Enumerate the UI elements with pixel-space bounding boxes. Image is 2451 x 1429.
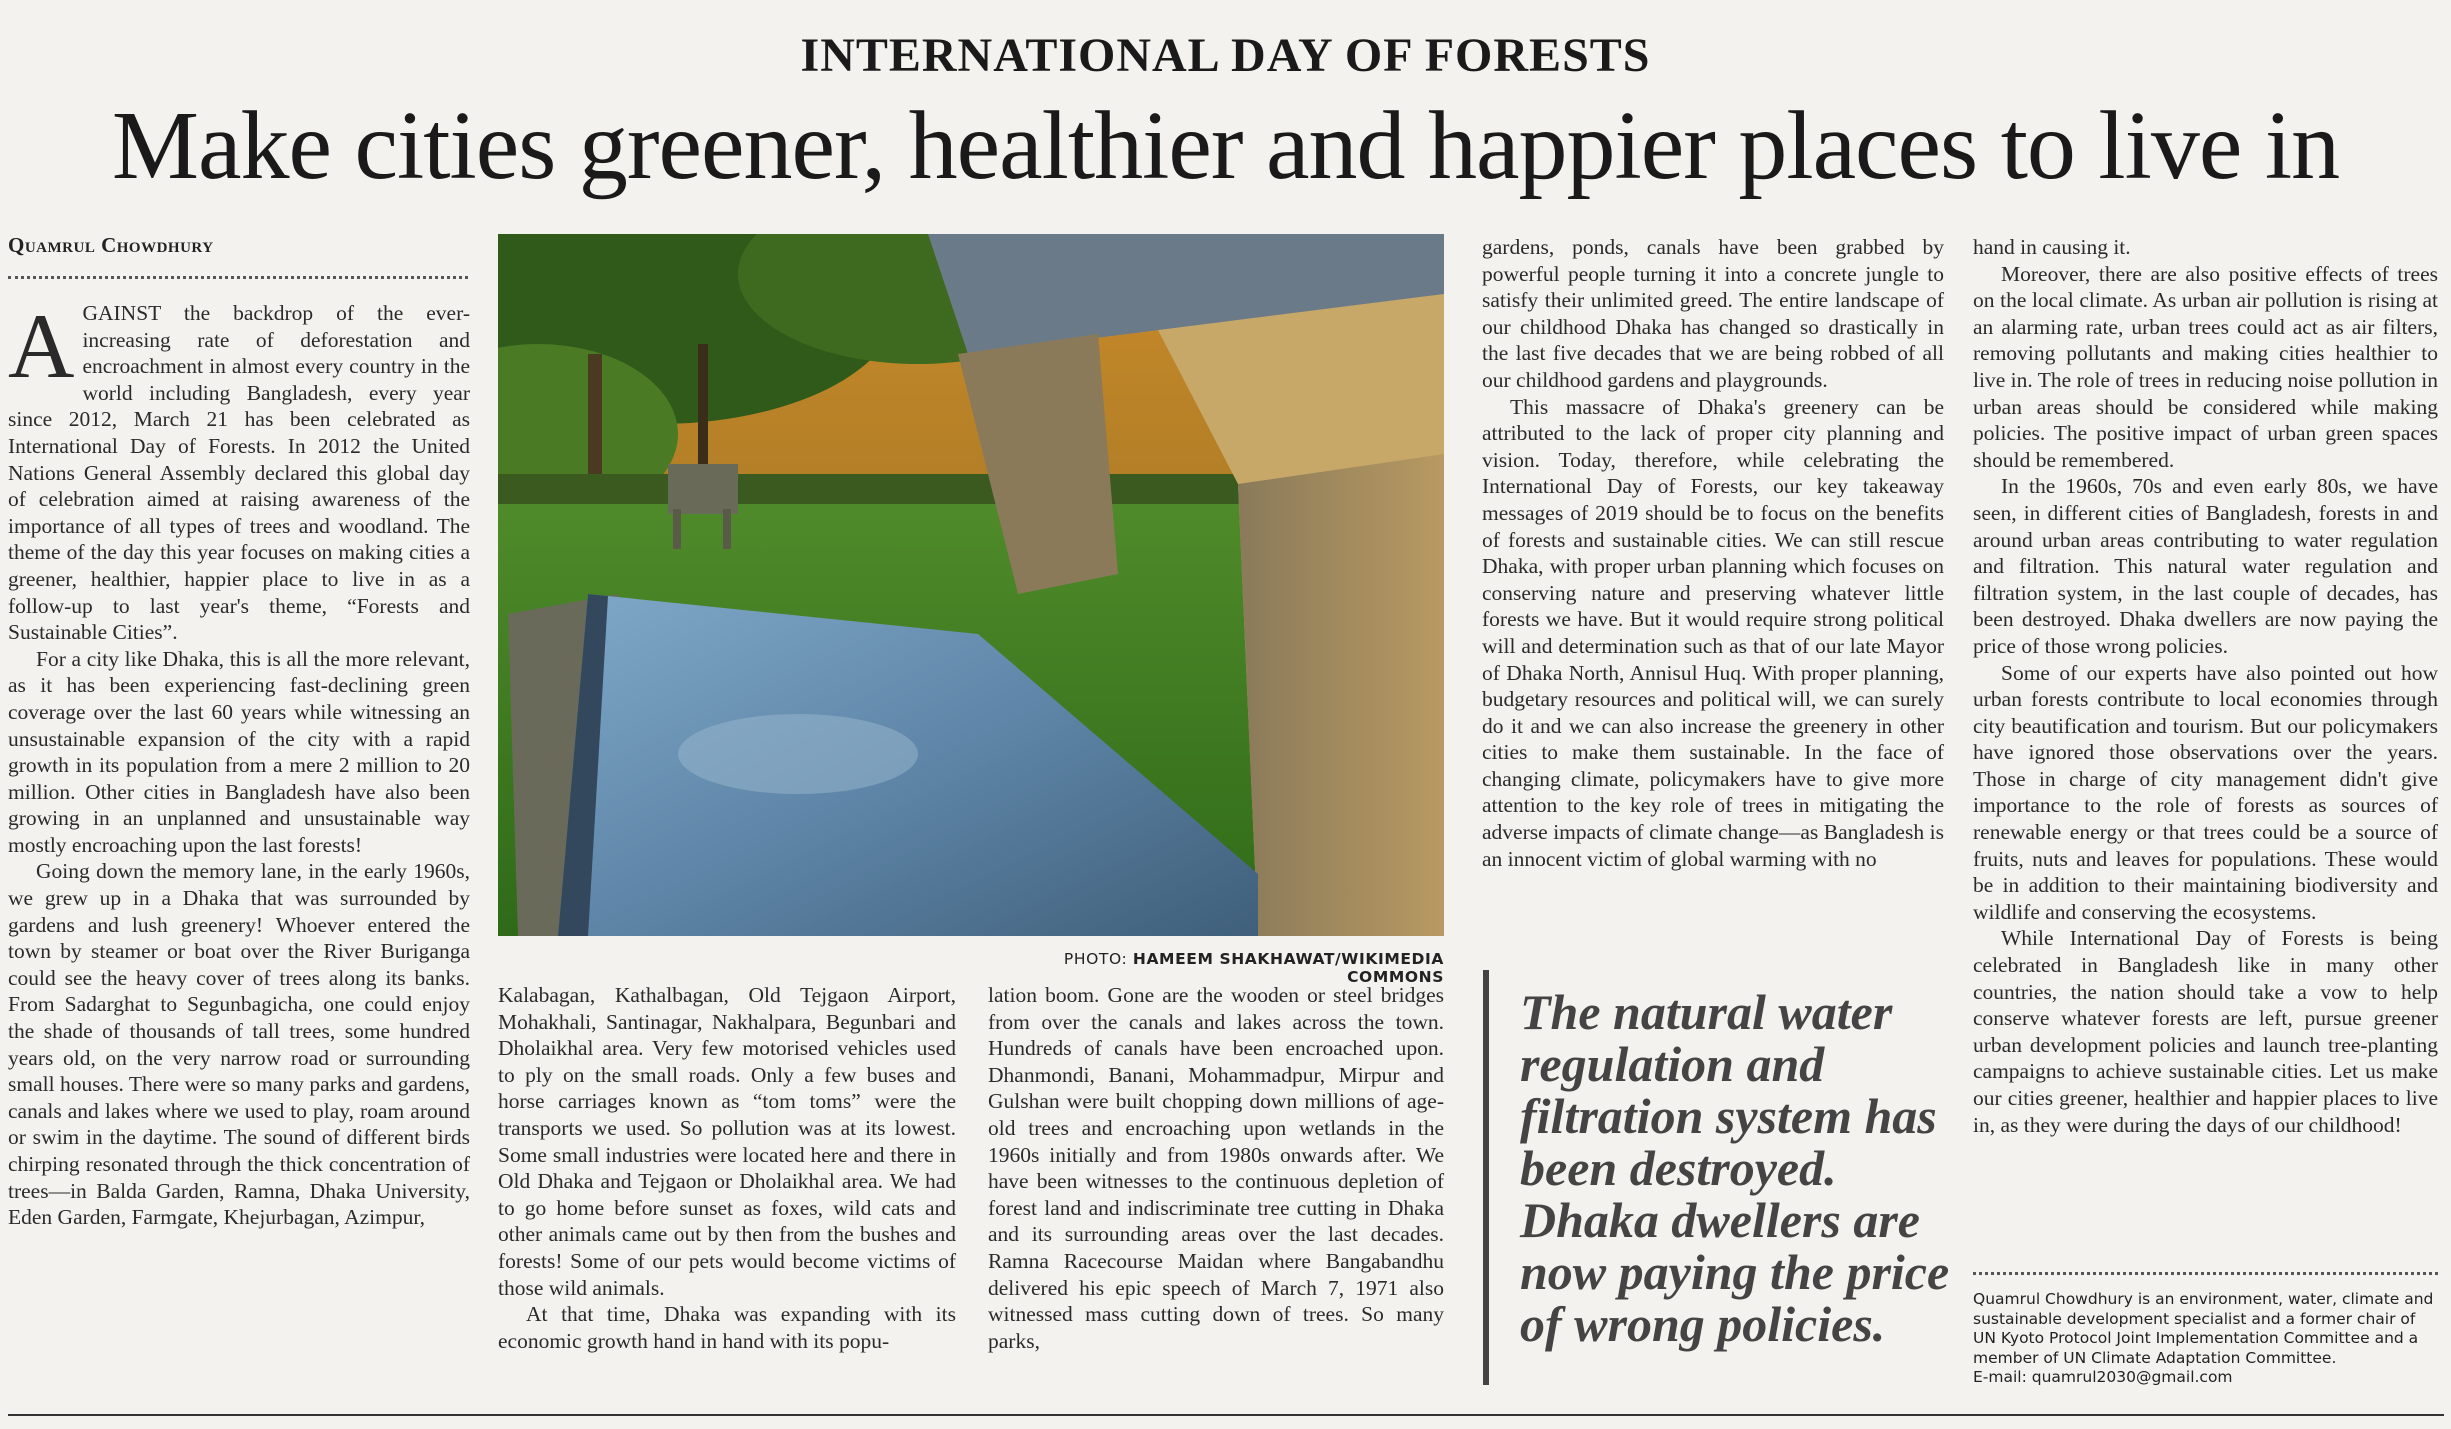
paragraph: Kalabagan, Kathalbagan, Old Tejgaon Airport, Mohakhali, Santinagar, Nakhalpara, Begunbari and Dholaikhal area. Very few motorised vehicles used to ply on the small roads. Only a few buses and horse carriages known as “tom toms” were the transports we used. So pollution was at its lowest. Some small industries were located here and there in Old Dhaka and Tejgaon or Dholaikhal area. We had to go home before sunset as foxes, wild cats and other animals came out by then from the bushes and forests! Some of our pets would become victims of those wild animals. xyxy=(498,983,956,1300)
paragraph: For a city like Dhaka, this is all the more relevant, as it has been experiencing fast-declining green coverage over the last 60 years while witnessing an unsustainable expansion of the city with a rapid growth in its population from a mere 2 million to 20 million. Other cities in Bangladesh have also been growing in an unplanned and unsustainable way mostly encroaching upon the last forests! xyxy=(8,646,470,857)
bio-divider xyxy=(1973,1272,2438,1275)
pullquote: The natural water regulation and filtration system has been destroyed. Dhaka dwellers are now paying the price of wrong policies. xyxy=(1520,984,1950,1352)
pullquote-bar xyxy=(1483,970,1489,1385)
column-5 xyxy=(1973,234,2438,1138)
paragraph: This massacre of Dhaka's greenery can be attributed to the lack of proper city planning and vision. Today, therefore, while celebrating the International Day of Forests, our key takeaway messages of 2019 should be to focus on the benefits of forests and sustainable cities. We can still rescue Dhaka, with proper urban planning which focuses on conserving nature and preserving whatever little forests we have. But it would require strong political will and determination such as that of our late Mayor of Dhaka North, Annisul Huq. With proper planning, budgetary resources and political will, we can surely do it and we can also increase the greenery in other cities to make them sustainable. In the face of changing climate, policymakers have to give more attention to the key role of trees in mitigating the adverse impacts of climate change—as Bangladesh is an innocent victim of global warming with no xyxy=(1482,394,1944,871)
paragraph: At that time, Dhaka was expanding with its economic growth hand in hand with its popu- xyxy=(498,1302,956,1353)
credit-name: HAMEEM SHAKHAWAT/WIKIMEDIA COMMONS xyxy=(1132,950,1444,986)
column-4 xyxy=(1482,234,1944,872)
paragraph: Going down the memory lane, in the early 1960s, we grew up in a Dhaka that was surrounded by gardens and lush greenery! Whoever entered the town by steamer or boat over the River Buriganga could see the heavy cover of trees along its banks. From Sadarghat to Segunbagicha, one could enjoy the shade of thousands of tall trees, some hundred years old, on the very narrow road or surrounding small houses. There were so many parks and gardens, canals and lakes where we used to play, roam around or swim in the daytime. The sound of different birds chirping resonated through the thick concentration of trees—in Balda Garden, Ramna, Dhaka University, Eden Garden, Farmgate, Khejurbagan, Azimpur, xyxy=(8,859,470,1230)
headline: Make cities greener, healthier and happier places to live in xyxy=(111,92,2340,200)
park-bench-photo xyxy=(498,234,1444,936)
paragraph-text: GAINST the backdrop of the ever-increasing rate of deforestation and encroachment in almost every country in the world including Bangladesh, every year since 2012, March 21 has been celebrated as International Day of Forests. In 2012 the United Nations General Assembly declared this global day of celebration aimed at raising awareness of the importance of all types of trees and woodland. The theme of the day this year focuses on making cities a greener, healthier, happier place to live in as a follow-up to last year's theme, “Forests and Sustainable Cities”. xyxy=(8,301,470,645)
paragraph: hand in causing it. xyxy=(1973,235,2131,259)
paragraph xyxy=(8,295,470,646)
paragraph: Moreover, there are also positive effects of trees on the local climate. As urban air pollution is rising at an alarming rate, urban trees could act as air filters, removing pollutants and making cities healthier to live in. The role of trees in reducing noise pollution in urban areas should be considered while making policies. The positive impact of urban green spaces should be remembered. xyxy=(1973,261,2438,472)
bench-illustration xyxy=(498,234,1444,936)
section-kicker: INTERNATIONAL DAY OF FORESTS xyxy=(800,29,1651,82)
column-2 xyxy=(498,982,956,1354)
byline-divider xyxy=(8,276,468,279)
byline: Quamrul Chowdhury xyxy=(8,233,214,257)
bio-email: E-mail: quamrul2030@gmail.com xyxy=(1973,1368,2233,1386)
paragraph: While International Day of Forests is being celebrated in Bangladesh like in many other countries, the nation should take a vow to help conserve whatever forests are left, pursue greener urban development policies and launch tree-planting campaigns to achieve sustainable cities. Let us make our cities greener, healthier and happier places to live in, as they were during the days of our childhood! xyxy=(1973,926,2438,1137)
photo-credit xyxy=(970,950,1444,986)
paragraph: lation boom. Gone are the wooden or steel bridges from over the canals and lakes across the town. Hundreds of canals have been encroached upon. Dhanmondi, Banani, Mohammadpur, Mirpur and Gulshan were built chopping down millions of age-old trees and encroaching upon wetlands in the 1960s initially and from 1980s onwards after. We have been witnesses to the continuous depletion of forest land and indiscriminate tree cutting in Dhaka and its surrounding areas over the last decades. Ramna Racecourse Maidan where Bangabandhu delivered his epic speech of March 7, 1971 also witnessed mass cutting down of trees. So many parks, xyxy=(988,983,1444,1353)
paragraph: gardens, ponds, canals have been grabbed by powerful people turning it into a concrete jungle to satisfy their unlimited greed. The entire landscape of our childhood Dhaka has changed so drastically in the last five decades that we are being robbed of all our childhood gardens and playgrounds. xyxy=(1482,235,1944,392)
paragraph: In the 1960s, 70s and even early 80s, we have seen, in different cities of Bangladesh, forests in and around urban areas contributing to water regulation and filtration. This natural water regulation and filtration system, in the last couple of decades, has been destroyed. Dhaka dwellers are now paying the price of those wrong policies. xyxy=(1973,474,2438,658)
credit-prefix: PHOTO: xyxy=(1063,950,1128,968)
drop-cap: A xyxy=(8,295,75,397)
column-3 xyxy=(988,982,1444,1354)
paragraph: Some of our experts have also pointed out how urban forests contribute to local economies through city beautification and tourism. But our policymakers have ignored those observations over the years. Those in charge of city management didn't give importance to the role of forests as sources of renewable energy or that trees could be a source of fruits, nuts and leaves for populations. These would be in addition to their maintaining biodiversity and wildlife and conserving the ecosystems. xyxy=(1973,660,2438,924)
bottom-rule xyxy=(8,1414,2444,1416)
column-1 xyxy=(8,295,470,1231)
bio-text: Quamrul Chowdhury is an environment, water, climate and sustainable development specialist and a former chair of UN Kyoto Protocol Joint Implementation Committee and a member of UN Climate Adaptation Committee. xyxy=(1973,1290,2434,1367)
author-bio xyxy=(1973,1290,2443,1388)
